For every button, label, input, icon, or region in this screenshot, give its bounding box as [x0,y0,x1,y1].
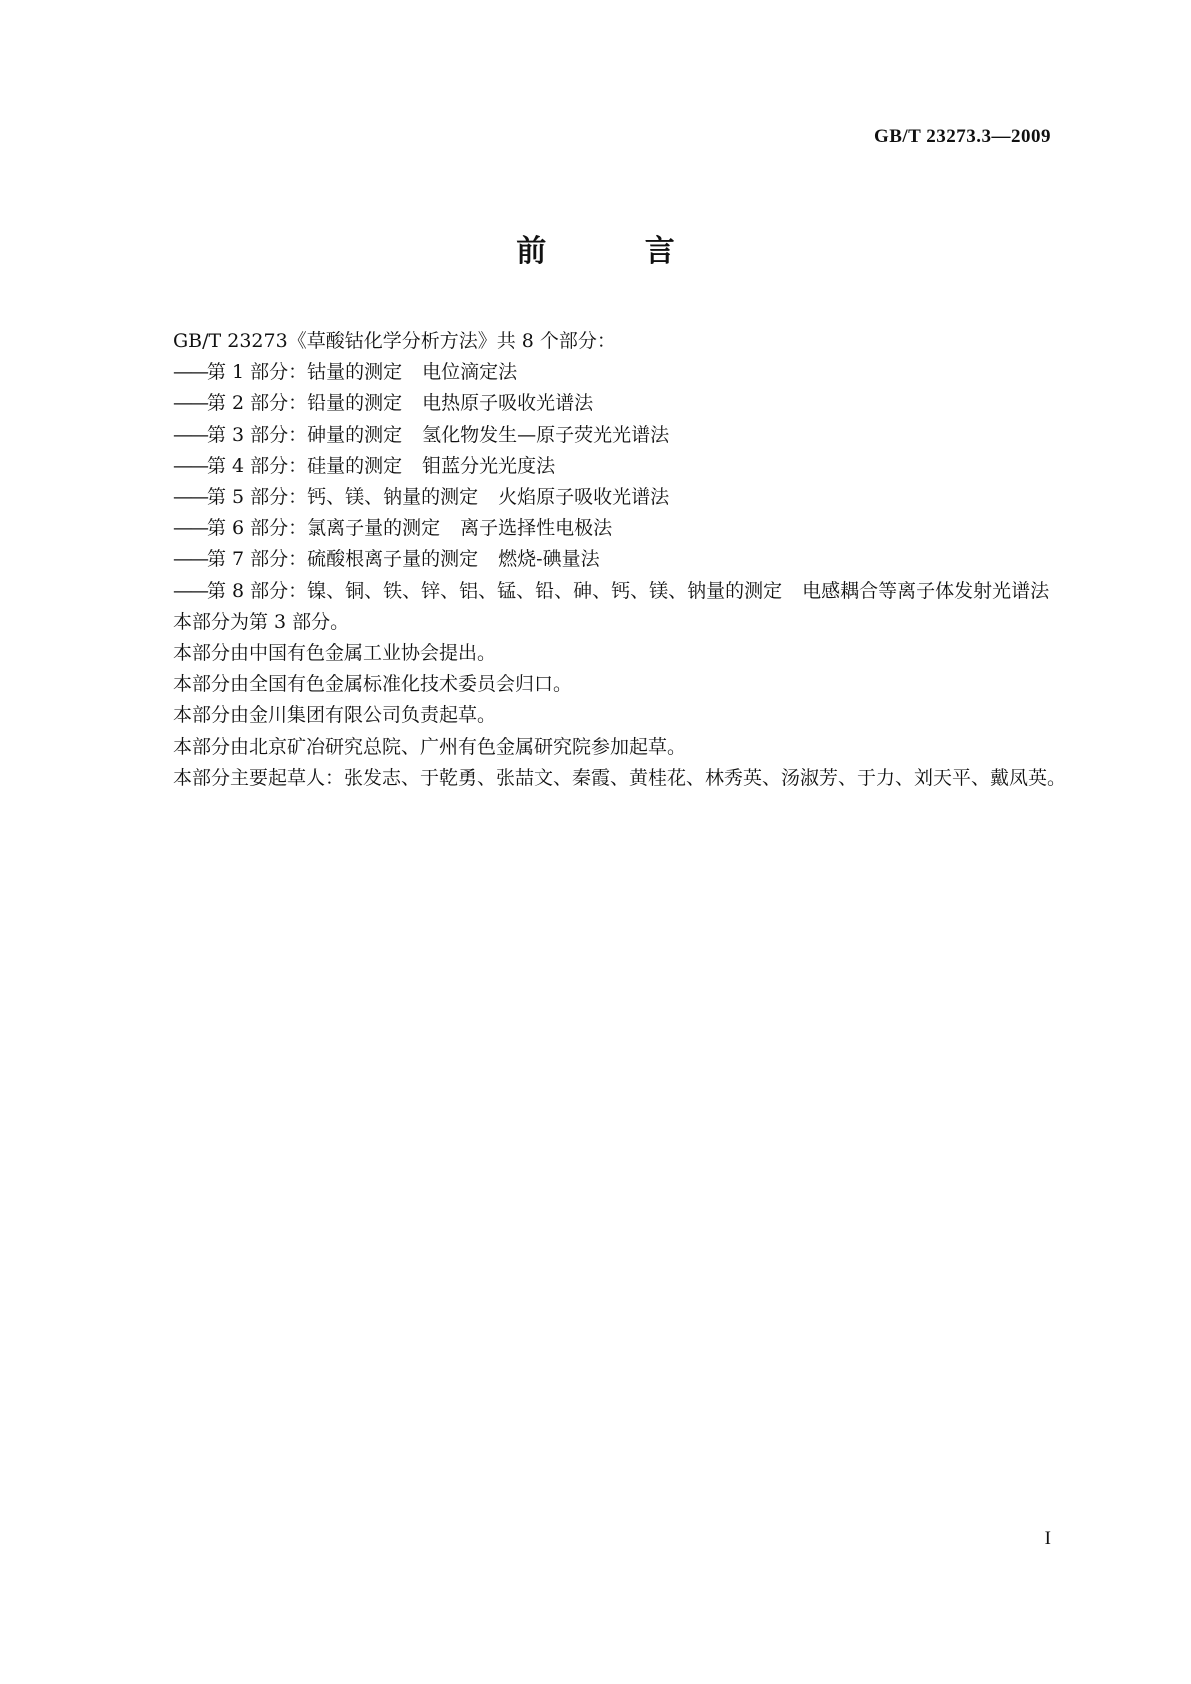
part-item-3 [173,420,1053,451]
part-label: 第 5 部分：钙、镁、钠量的测定 [207,486,479,509]
jurisdiction-statement: 本部分由全国有色金属标准化技术委员会归口。 [173,673,573,696]
proposed-by-statement: 本部分由中国有色金属工业协会提出。 [173,642,497,665]
em-dash: —— [173,517,207,540]
participating-statement: 本部分由北京矿冶研究总院、广州有色金属研究院参加起草。 [173,735,687,758]
part-item-6 [173,513,1053,544]
part-item-4 [173,451,1053,482]
em-dash: —— [173,486,207,509]
part-label: 第 6 部分：氯离子量的测定 [207,517,441,540]
em-dash: —— [173,361,207,384]
part-item-2 [173,388,1053,419]
drafted-by-statement: 本部分由金川集团有限公司负责起草。 [173,704,497,727]
standard-code: GB/T 23273.3—2009 [873,126,1051,147]
part-method: 电位滴定法 [422,361,518,384]
part-label: 第 8 部分：镍、铜、铁、锌、铝、锰、铅、砷、钙、镁、钠量的测定 [207,579,783,602]
part-label: 第 7 部分：硫酸根离子量的测定 [207,548,479,571]
part-label: 第 3 部分：砷量的测定 [207,423,403,446]
part-method: 电热原子吸收光谱法 [422,392,594,415]
page-number: I [1044,1528,1051,1549]
part-number-statement: 本部分为第 3 部分。 [173,610,350,633]
part-label: 第 4 部分：硅量的测定 [207,454,403,477]
intro-line: GB/T 23273《草酸钴化学分析方法》共 8 个部分： [173,330,616,352]
part-item-1 [173,357,1053,388]
em-dash: —— [173,579,207,602]
drafters-statement: 本部分主要起草人：张发志、于乾勇、张喆文、秦霞、黄桂花、林秀英、汤淑芳、于力、刘天平、戴凤英。 [173,766,1067,789]
part-item-8 [173,576,1053,607]
part-method: 电感耦合等离子体发射光谱法 [802,579,1050,602]
page-title: 前 言 [516,234,719,269]
part-item-5 [173,482,1053,513]
em-dash: —— [173,392,207,415]
em-dash: —— [173,423,207,446]
part-item-7 [173,544,1053,575]
part-method: 钼蓝分光光度法 [422,454,556,477]
part-method: 离子选择性电极法 [460,517,613,540]
part-label: 第 1 部分：钴量的测定 [207,361,403,384]
em-dash: —— [173,454,207,477]
preface-body [173,326,1067,794]
em-dash: —— [173,548,207,571]
part-method: 火焰原子吸收光谱法 [498,486,670,509]
part-label: 第 2 部分：铅量的测定 [207,392,403,415]
part-method: 燃烧-碘量法 [498,548,600,571]
part-method: 氢化物发生—原子荧光光谱法 [422,423,670,446]
